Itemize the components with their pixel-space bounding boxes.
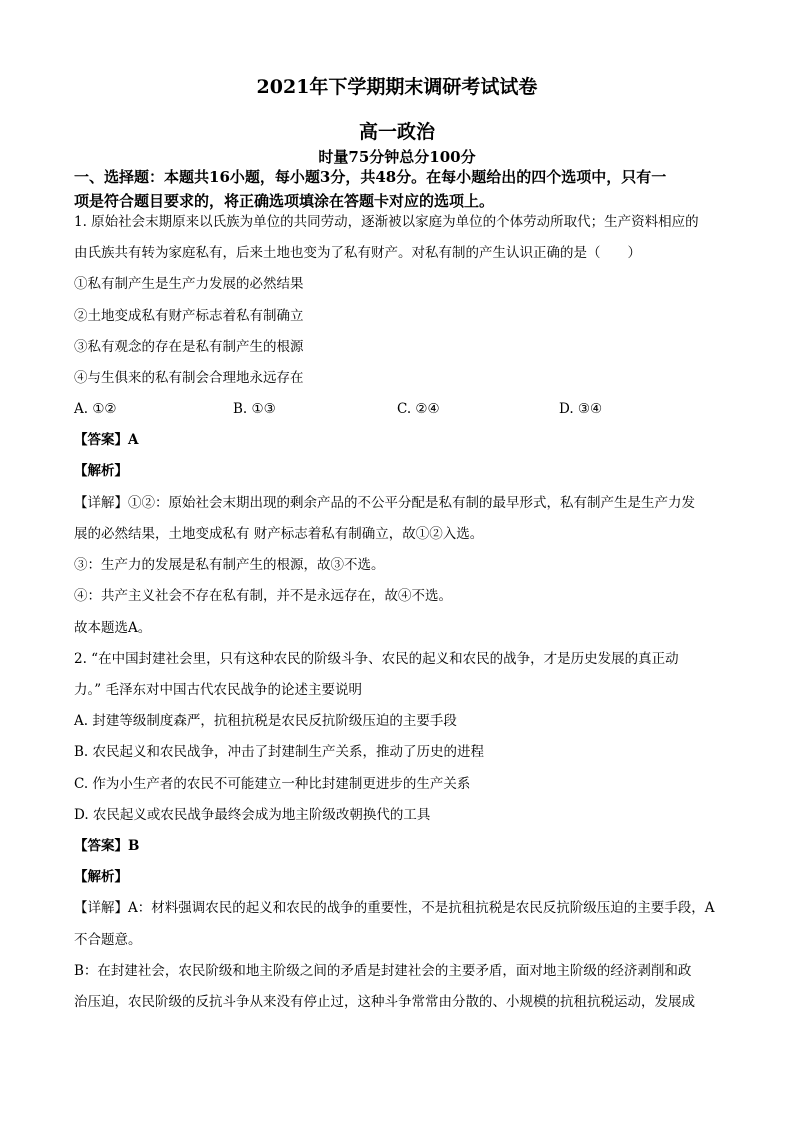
q2-stem-line-1: 2. “在中国封建社会里，只有这种农民的阶级斗争、农民的起义和农民的战争，才是历史发展的真正动 [74, 651, 679, 667]
subject-title: 高一政治 [358, 121, 435, 143]
q2-option-c: C. 作为小生产者的农民不可能建立一种比封建制更进步的生产关系 [74, 776, 471, 792]
q2-analysis-label: 【解析】 [74, 869, 128, 885]
q1-answer: 【答案】A [74, 432, 139, 448]
q1-option-b: B. ①③ [233, 401, 276, 417]
q1-stem-line-2: 由氏族共有转为家庭私有，后来土地也变为了私有财产。对私有制的产生认识正确的是（ ） [74, 245, 641, 261]
section-heading-line-2: 项是符合题目要求的，将正确选项填涂在答题卡对应的选项上。 [74, 192, 495, 210]
q1-detail-line-3: ③：生产力的发展是私有制产生的根源，故③不选。 [74, 557, 385, 573]
section-heading [74, 165, 724, 213]
section-heading-line-1: 一、选择题：本题共16小题，每小题3分，共48分。在每小题给出的四个选项中，只有一 [74, 168, 667, 186]
q1-detail-line-2: 展的必然结果，土地变成私有 财产标志着私有制确立，故①②入选。 [74, 526, 484, 542]
q1-item-3: ③私有观念的存在是私有制产生的根源 [74, 339, 304, 355]
q1-conclusion: 故本题选A。 [74, 620, 152, 636]
q2-option-a: A. 封建等级制度森严，抗租抗税是农民反抗阶级压迫的主要手段 [74, 713, 457, 729]
exam-title: 2021年下学期期末调研考试试卷 [256, 76, 538, 98]
q1-item-4: ④与生俱来的私有制会合理地永远存在 [74, 370, 304, 386]
q2-option-d: D. 农民起义或农民战争最终会成为地主阶级改朝换代的工具 [74, 807, 431, 823]
q1-item-1: ①私有制产生是生产力发展的必然结果 [74, 276, 304, 292]
q2-stem-line-2: 力。” 毛泽东对中国古代农民战争的论述主要说明 [74, 682, 362, 698]
q1-item-2: ②土地变成私有财产标志着私有制确立 [74, 308, 304, 324]
q1-detail-line-1: 【详解】①②：原始社会末期出现的剩余产品的不公平分配是私有制的最早形式，私有制产生是生产力发 [74, 495, 695, 511]
q2-answer: 【答案】B [74, 838, 140, 854]
q2-detail-line-3: B：在封建社会，农民阶级和地主阶级之间的矛盾是封建社会的主要矛盾，面对地主阶级的经济剥削和政 [74, 963, 692, 979]
q2-detail-line-4: 治压迫，农民阶级的反抗斗争从来没有停止过，这种斗争常常由分散的、小规模的抗租抗税运动，发展成 [74, 994, 695, 1010]
q2-option-b: B. 农民起义和农民战争，冲击了封建制生产关系，推动了历史的进程 [74, 744, 485, 760]
q2-detail-line-2: 不合题意。 [74, 932, 142, 948]
q1-stem-line-1: 1. 原始社会末期原来以氏族为单位的共同劳动，逐渐被以家庭为单位的个体劳动所取代；生产资料相应的 [74, 214, 699, 230]
q1-detail-line-4: ④：共产主义社会不存在私有制，并不是永远存在，故④不选。 [74, 588, 452, 604]
q1-option-c: C. ②④ [397, 401, 440, 417]
q2-detail-line-1: 【详解】A：材料强调农民的起义和农民的战争的重要性，不是抗租抗税是农民反抗阶级压迫的主要手段，A [74, 900, 715, 916]
q1-analysis-label: 【解析】 [74, 463, 128, 479]
time-score-line: 时量75分钟总分100分 [318, 148, 476, 166]
q1-option-d: D. ③④ [559, 401, 603, 417]
q1-option-a: A. ①② [74, 401, 117, 417]
